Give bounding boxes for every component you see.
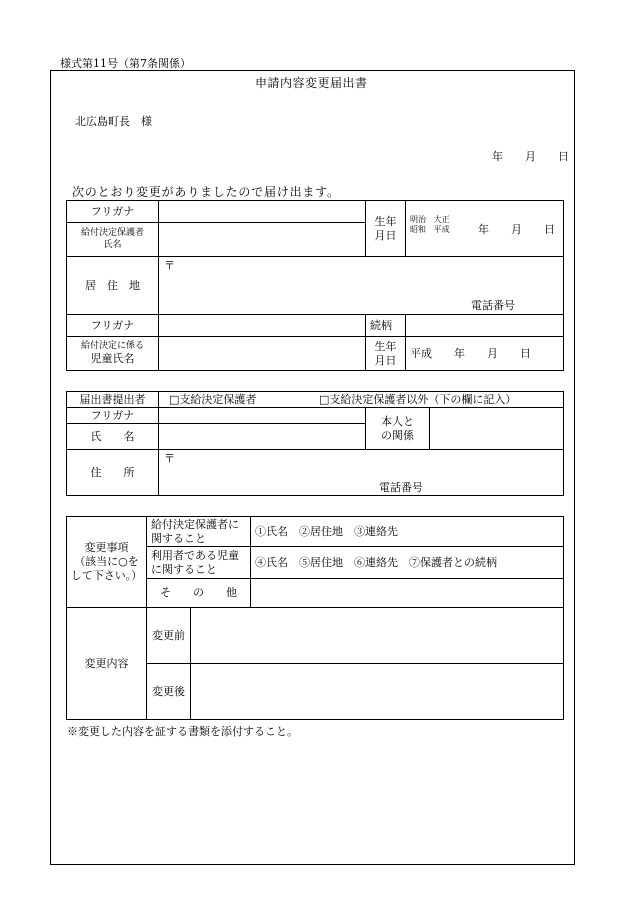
child-change-label — [147, 547, 251, 579]
child-label-2: 児童氏名 — [90, 352, 135, 366]
child-furigana-field[interactable] — [159, 315, 366, 337]
option-guardian[interactable]: □支給決定保護者 — [169, 393, 257, 406]
form-title: 申請内容変更届出書 — [255, 76, 368, 90]
guardian-birth-label — [366, 201, 406, 257]
guardian-furigana-label: フリガナ — [67, 201, 159, 223]
date-year: 年 — [492, 150, 503, 163]
child-name-label — [67, 337, 159, 371]
guardian-change-label — [147, 517, 251, 547]
change-table — [66, 516, 564, 720]
row1-label-2: 関すること — [151, 531, 206, 545]
era-heisei: 平成 — [433, 225, 450, 235]
other-field[interactable] — [251, 579, 564, 608]
birth-month: 月 — [511, 223, 522, 236]
footnote: ※変更した内容を証する書類を添付すること。 — [67, 725, 298, 738]
items-label-1: 変更事項 — [84, 541, 129, 555]
after-field[interactable] — [191, 664, 564, 720]
submitter-relation-field[interactable] — [430, 408, 564, 450]
guardian-name-label-2: 氏名 — [103, 239, 122, 250]
change-items-label — [67, 517, 147, 608]
guardian-name-field[interactable] — [159, 223, 366, 257]
guardian-name-label — [67, 223, 159, 257]
child-change-options[interactable]: ④氏名 ⑤居住地 ⑥連絡先 ⑦保護者との続柄 — [251, 547, 564, 579]
child-birth-label-2: 月日 — [374, 353, 397, 367]
postal-mark: 〒 — [164, 259, 175, 272]
row2-label-1: 利用者である児童 — [151, 548, 239, 562]
address-label: 居 住 地 — [67, 257, 159, 315]
submitter-furigana-label: フリガナ — [67, 408, 159, 424]
form-number: 様式第11号（第7条関係） — [60, 57, 191, 70]
date-line — [492, 148, 569, 164]
guardian-birth-field[interactable] — [406, 201, 564, 257]
relation-label-1: 本人と — [381, 414, 414, 428]
address-field[interactable] — [159, 257, 564, 315]
change-content-label: 変更内容 — [67, 608, 147, 720]
era-taisho: 大正 — [433, 215, 450, 224]
date-month: 月 — [525, 150, 536, 163]
row1-label-1: 給付決定保護者に — [151, 517, 239, 531]
relation-field[interactable] — [406, 315, 564, 337]
child-birth-label-1: 生年 — [374, 339, 397, 353]
phone-label: 電話番号 — [471, 299, 515, 312]
guardian-table — [66, 200, 564, 371]
child-furigana-label: フリガナ — [67, 315, 159, 337]
submitter-relation-label — [366, 408, 430, 450]
submitter-label: 届出書提出者 — [67, 392, 159, 408]
era-meiji: 明治 — [410, 215, 426, 224]
submitter-furigana-field[interactable] — [159, 408, 366, 424]
addressee: 北広島町長 様 — [75, 115, 152, 128]
guardian-furigana-field[interactable] — [159, 201, 366, 223]
child-birth-field[interactable]: 平成 年 月 日 — [406, 337, 564, 371]
other-label: そ の 他 — [147, 579, 251, 608]
era-showa: 昭和 — [410, 225, 426, 235]
option-other[interactable]: □支給決定保護者以外（下の欄に記入） — [319, 393, 517, 406]
submitter-name-label: 氏 名 — [67, 424, 159, 450]
items-label-3: して下さい。） — [70, 568, 143, 582]
child-label-1: 給付決定に係る — [80, 341, 144, 351]
guardian-birth-label-2: 月日 — [374, 228, 397, 242]
before-field[interactable] — [191, 608, 564, 664]
relation-label: 続柄 — [366, 315, 406, 337]
submitter-options — [159, 392, 564, 408]
submitter-postal-mark: 〒 — [164, 452, 175, 465]
guardian-birth-label-1: 生年 — [374, 214, 397, 228]
before-label: 変更前 — [147, 608, 191, 664]
guardian-name-label-1: 給付決定保護者 — [80, 228, 144, 239]
birth-day: 日 — [544, 223, 555, 236]
birth-year: 年 — [478, 223, 489, 236]
child-birth-label — [366, 337, 406, 371]
era-options — [410, 215, 450, 236]
guardian-birth-date — [478, 223, 555, 237]
submitter-address-label: 住 所 — [67, 450, 159, 496]
submitter-name-field[interactable] — [159, 424, 366, 450]
submitter-phone-label: 電話番号 — [379, 481, 423, 494]
intro-text: 次のとおり変更がありましたので届け出ます。 — [72, 185, 340, 199]
after-label: 変更後 — [147, 664, 191, 720]
row2-label-2: に関すること — [151, 562, 217, 576]
relation-label-2: の関係 — [381, 428, 414, 442]
child-name-field[interactable] — [159, 337, 366, 371]
submitter-address-field[interactable] — [159, 450, 564, 496]
submitter-table — [66, 391, 564, 496]
items-label-2: （該当に○を — [74, 555, 139, 569]
guardian-change-options[interactable]: ①氏名 ②居住地 ③連絡先 — [251, 517, 564, 547]
date-day: 日 — [558, 150, 569, 163]
